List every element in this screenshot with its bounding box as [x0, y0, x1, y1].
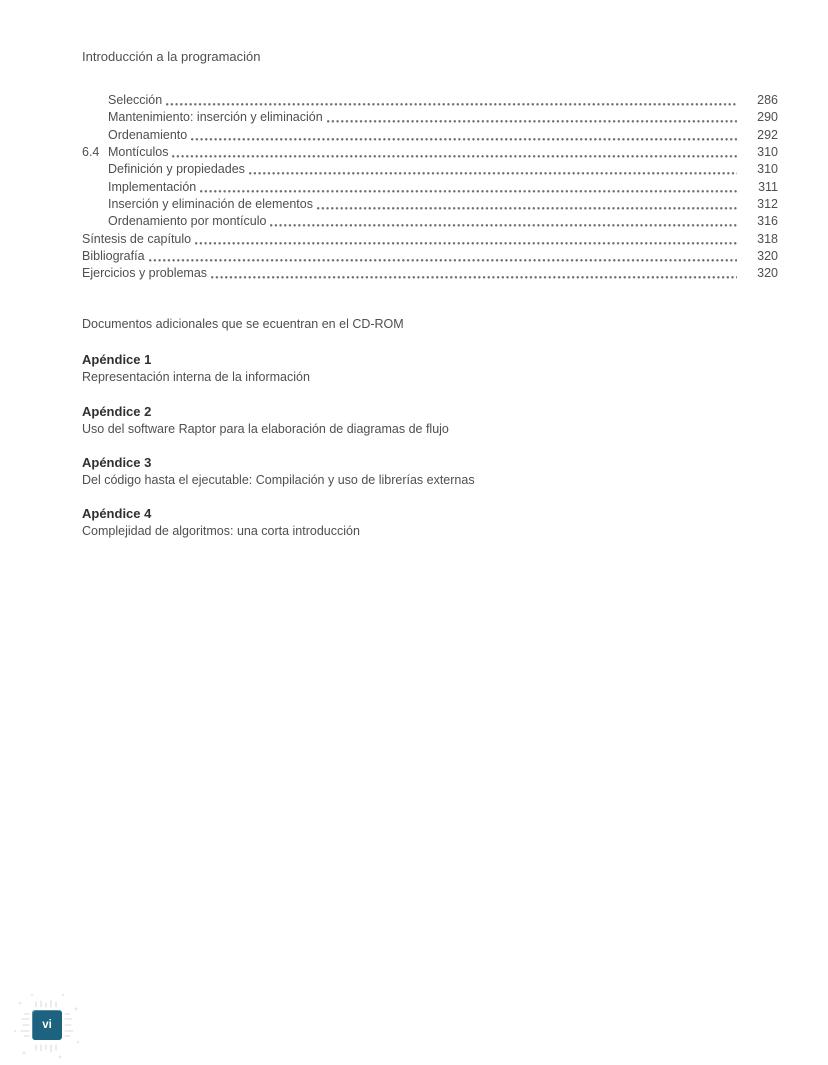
appendix-title: Apéndice 2 [82, 404, 152, 419]
toc-entry-label: Implementación [108, 179, 197, 194]
appendix-description: Complejidad de algoritmos: una corta introducción [82, 523, 360, 538]
dot-leader [270, 224, 737, 227]
table-of-contents [82, 92, 778, 283]
toc-entry-label: Bibliografía [82, 249, 145, 264]
toc-entry-label: Definición y propiedades [108, 162, 245, 177]
appendix-block [82, 352, 722, 385]
toc-entry-page: 320 [757, 249, 778, 264]
toc-entry-label: Selección [108, 93, 163, 107]
toc-entry [82, 92, 778, 109]
toc-entry [82, 231, 778, 248]
toc-entry-page: 292 [757, 127, 778, 142]
toc-entry [82, 213, 778, 230]
appendix-title: Apéndice 1 [82, 352, 152, 367]
toc-entry-page: 318 [757, 231, 778, 246]
page-number-label: vi [42, 1019, 52, 1031]
toc-entry-label: Montículos [108, 145, 169, 160]
toc-entry [82, 144, 778, 161]
toc-entry-page: 320 [757, 266, 778, 281]
toc-entry-page: 286 [757, 93, 778, 107]
toc-entry-label: Ejercicios y problemas [82, 266, 208, 281]
dot-leader [191, 138, 737, 141]
toc-entry-page: 290 [757, 110, 778, 125]
dot-leader [200, 190, 737, 193]
dot-leader [249, 172, 737, 175]
page-number-badge [32, 1010, 62, 1040]
dot-leader [317, 207, 737, 210]
toc-entry [82, 196, 778, 213]
appendix-block [82, 506, 722, 539]
appendix-title: Apéndice 4 [82, 506, 152, 521]
toc-entry-page: 310 [757, 162, 778, 177]
toc-entry [82, 127, 778, 144]
appendix-description: Del código hasta el ejecutable: Compilación y uso de librerías externas [82, 472, 475, 487]
page-number-area [8, 987, 86, 1065]
toc-entry [82, 109, 778, 126]
dot-leader [195, 242, 737, 245]
dot-leader [172, 155, 737, 158]
running-header: Introducción a la programación [82, 49, 261, 64]
toc-entry-label: Inserción y eliminación de elementos [108, 197, 313, 212]
appendix-block [82, 455, 722, 488]
toc-section-number: 6.4 [82, 145, 100, 160]
dot-leader [327, 120, 737, 123]
toc-entry-page: 310 [757, 145, 778, 160]
toc-entry [82, 265, 778, 282]
toc-entry-label: Ordenamiento por montículo [108, 214, 267, 229]
cdrom-intro-text: Documentos adicionales que se ecuentran en el CD-ROM [82, 317, 404, 331]
appendix-title: Apéndice 3 [82, 455, 152, 470]
toc-entry-label: Mantenimiento: inserción y eliminación [108, 110, 323, 125]
dot-leader [211, 276, 737, 279]
appendix-description: Representación interna de la información [82, 369, 310, 384]
toc-entry-label: Ordenamiento [108, 127, 188, 142]
appendix-block [82, 404, 722, 437]
dot-leader [149, 259, 737, 262]
toc-entry-page: 312 [757, 197, 778, 212]
toc-entry [82, 161, 778, 178]
dot-leader [166, 103, 737, 106]
toc-entry-label: Síntesis de capítulo [82, 231, 192, 246]
appendix-description: Uso del software Raptor para la elaboración de diagramas de flujo [82, 421, 449, 436]
toc-entry-page: 316 [757, 214, 778, 229]
toc-entry [82, 179, 778, 196]
toc-entry-page: 311 [758, 179, 778, 194]
toc-entry [82, 248, 778, 265]
